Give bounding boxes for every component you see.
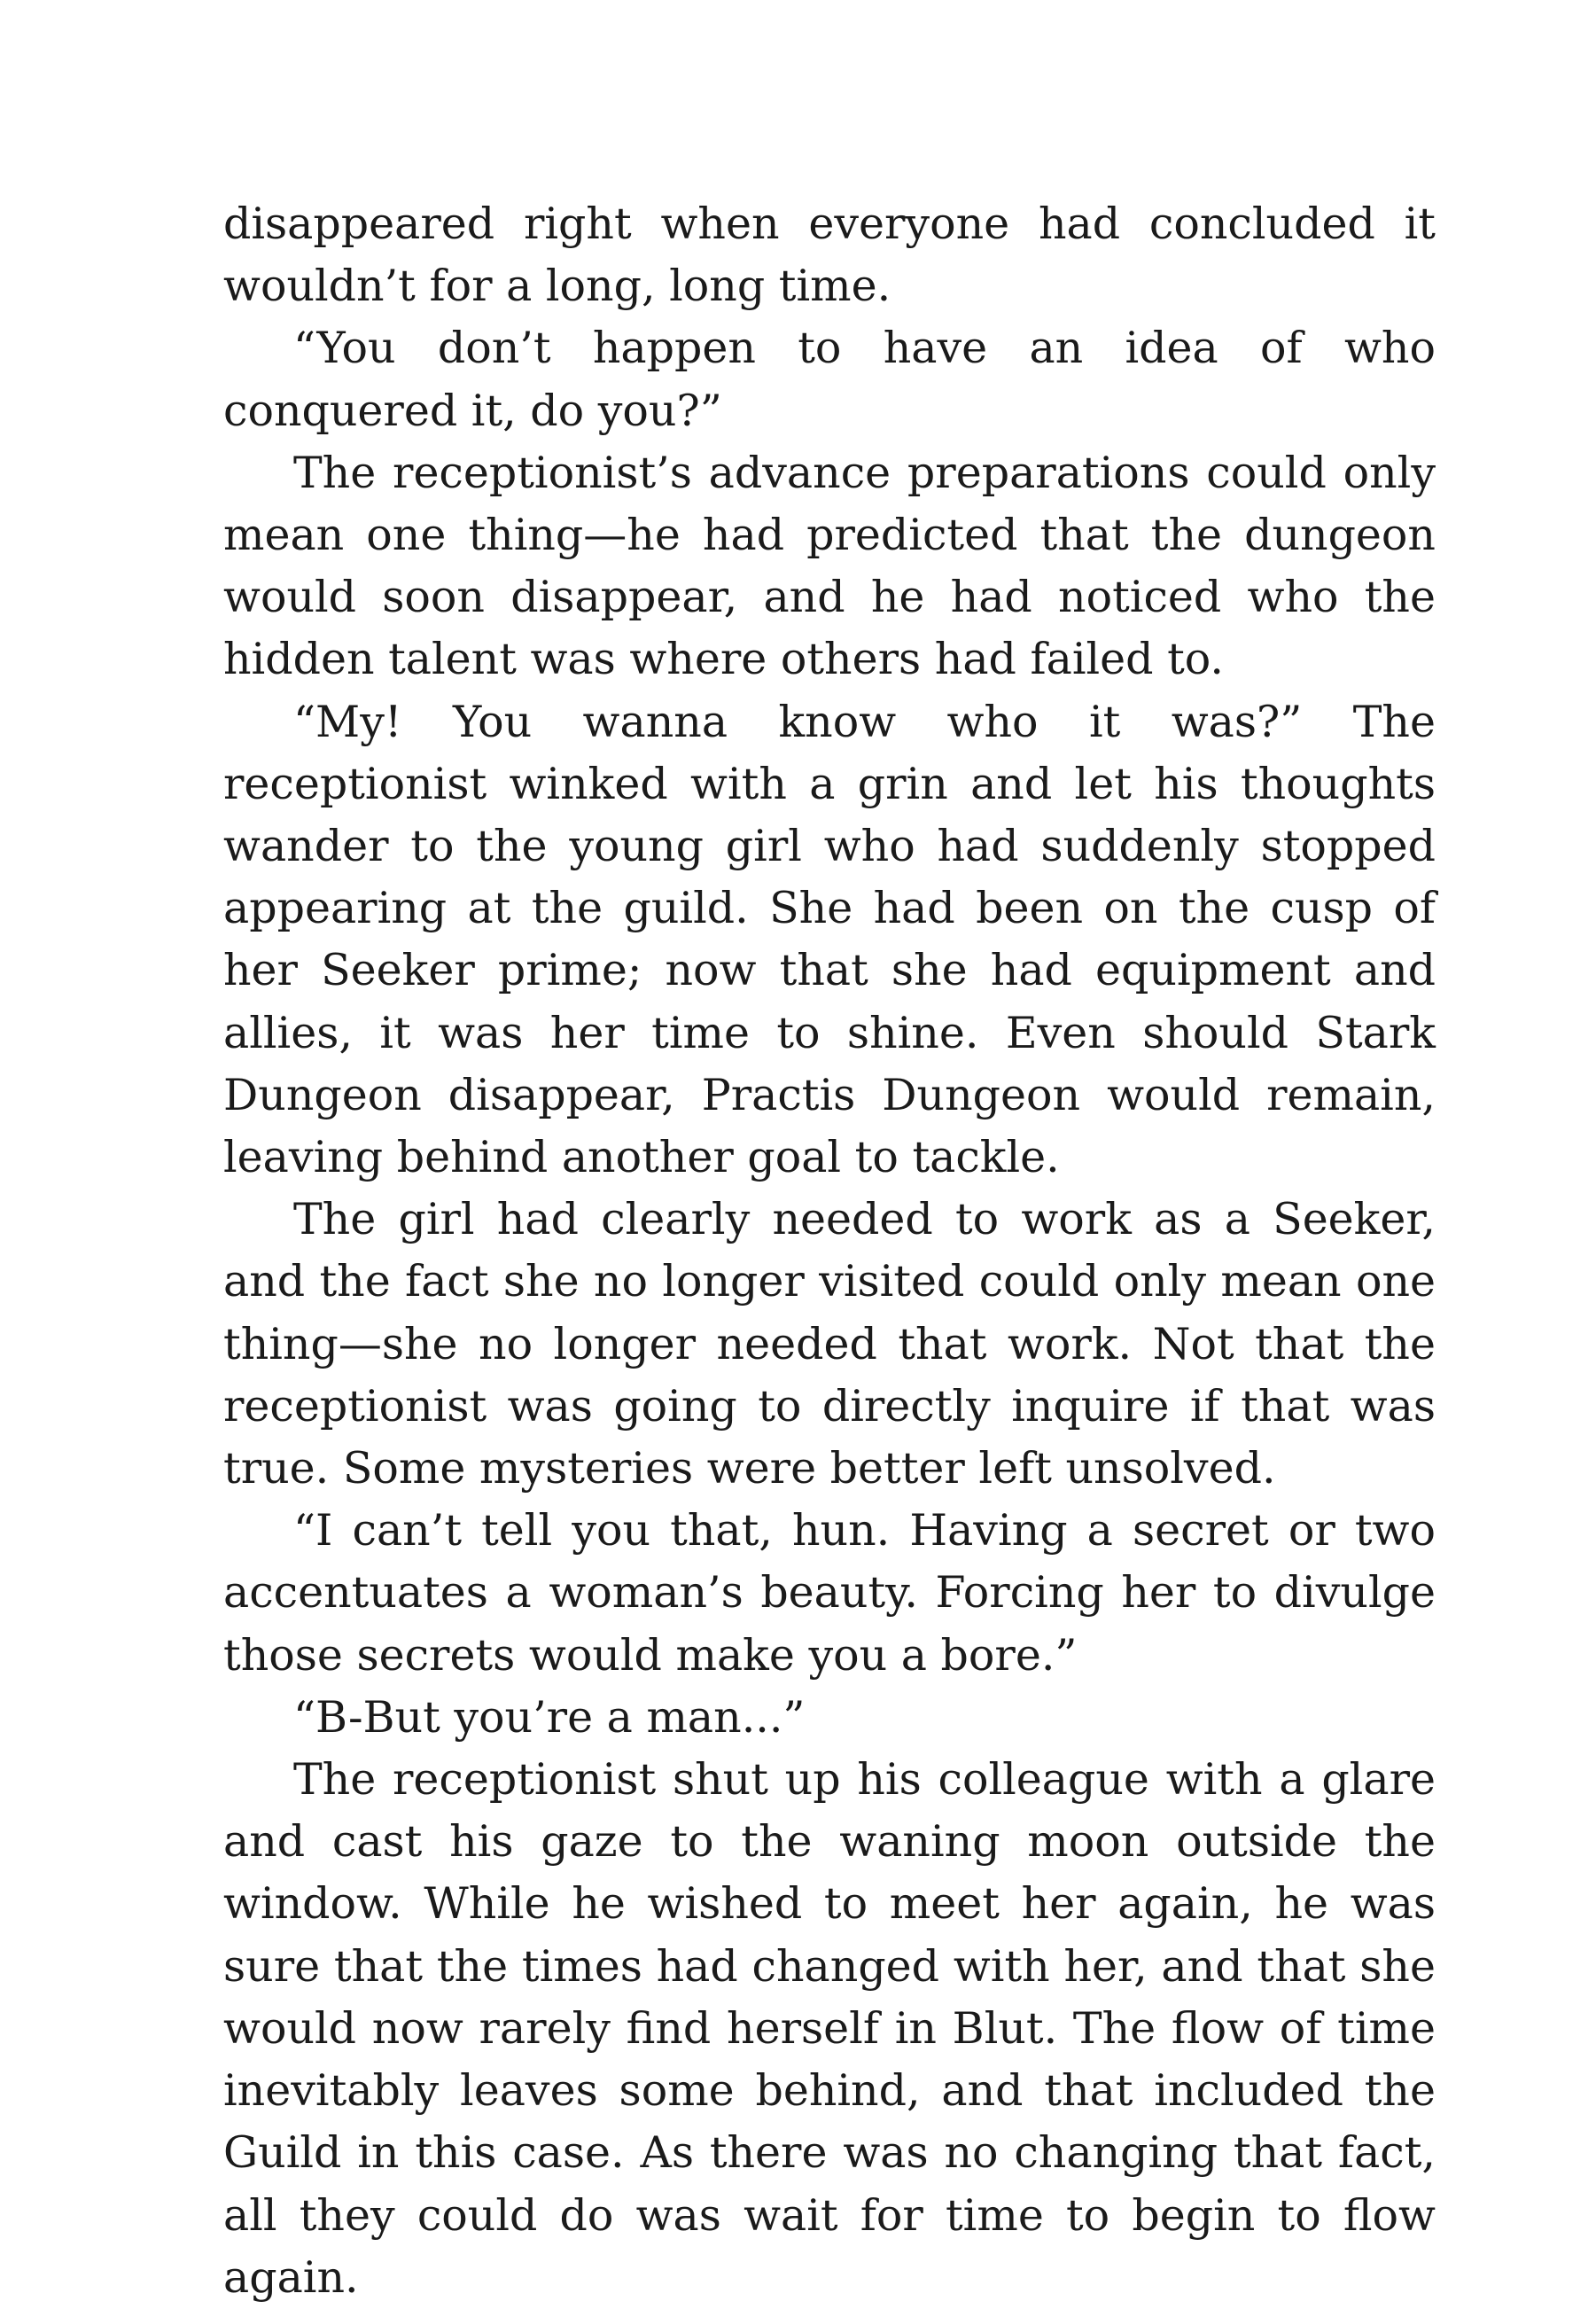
paragraph-5: The girl had clearly needed to work as a Seeker, and the fact she no longer visited could only mean one thing—she no longer needed that work. Not that the receptionist was going to directly inquire if that was true. Some mysteries were better left unsolved. <box>223 1194 1436 1494</box>
body-text <box>223 193 1436 2309</box>
paragraph-3: The receptionist’s advance preparations could only mean one thing—he had predicted that the dungeon would soon disappear, and he had noticed who the hidden talent was where others had failed to. <box>223 447 1436 685</box>
paragraph-8: The receptionist shut up his colleague with a glare and cast his gaze to the waning moon outside the window. While he wished to meet her again, he was sure that the times had changed with her, and that she would now rarely find herself in Blut. The flow of time inevitably leaves some behind, and that included the Guild in this case. As there was no changing that fact, all they could do was wait for time to begin to flow again. <box>223 1754 1436 2303</box>
paragraph-4: “My! You wanna know who it was?” The receptionist winked with a grin and let his thoughts wander to the young girl who had suddenly stopped appearing at the guild. She had been on the cusp of her Seeker prime; now that she had equipment and allies, it was her time to shine. Even should Stark Dungeon disappear, Practis Dungeon would remain, leaving behind another goal to tackle. <box>223 696 1436 1183</box>
paragraph-6: “I can’t tell you that, hun. Having a secret or two accentuates a woman’s beauty. Forcing her to divulge those secrets would make you a bore.” <box>223 1505 1436 1681</box>
paragraph-1: disappeared right when everyone had concluded it wouldn’t for a long, long time. <box>223 199 1436 312</box>
paragraph-7: “B-But you’re a man...” <box>293 1691 806 1743</box>
paragraph-2: “You don’t happen to have an idea of who conquered it, do you?” <box>223 323 1436 436</box>
